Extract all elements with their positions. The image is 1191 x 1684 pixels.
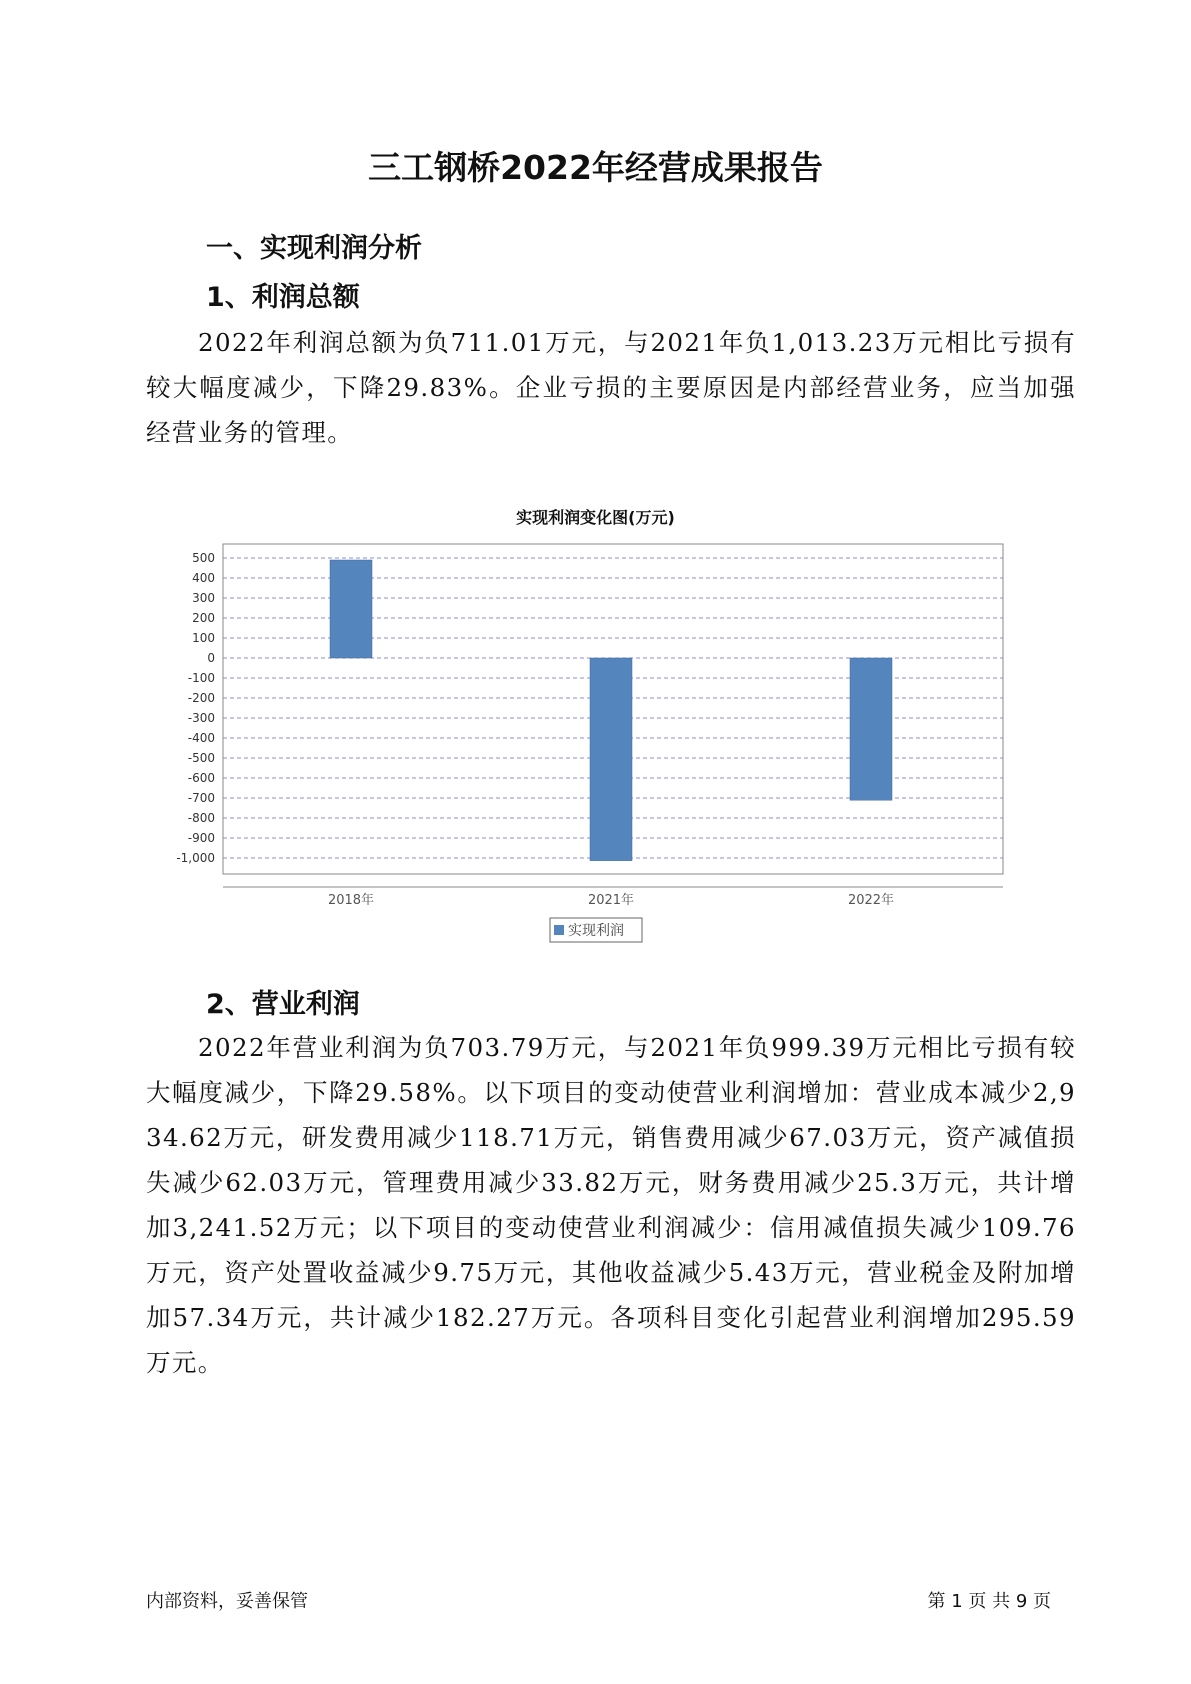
y-tick-label: -100: [187, 671, 215, 685]
legend-label: 实现利润: [568, 923, 624, 939]
subheading-operating-profit: 2、营业利润: [206, 989, 360, 1020]
footer-page-number: 第 1 页 共 9 页: [927, 1591, 1051, 1612]
y-axis-ticks: [176, 551, 215, 865]
y-tick-label: -500: [187, 751, 215, 765]
y-tick-label: -700: [187, 791, 215, 805]
page-title: 三工钢桥2022年经营成果报告: [368, 148, 823, 187]
legend: [550, 918, 642, 942]
y-tick-label: 500: [192, 551, 215, 565]
subheading-total-profit: 1、利润总额: [206, 282, 360, 313]
paragraph-operating-profit: 2022年营业利润为负703.79万元，与2021年负999.39万元相比亏损有较大幅度减少，下降29.58%。以下项目的变动使营业利润增加：营业成本减少2,934.62万元，研发费用减少118.71万元，销售费用减少67.03万元，资产减值损失减少62.03万元，管理费用减少33.82万元，财务费用减少25.3万元，共计增加3,241.52万元；以下项目的变动使营业利润减少：信用减值损失减少109.76万元，资产处置收益减少9.75万元，其他收益减少5.43万元，营业税金及附加增加57.34万元，共计减少182.27万元。各项科目变化引起营业利润增加295.59万元。: [146, 1033, 1076, 1377]
section-heading-profit-analysis: 一、实现利润分析: [206, 233, 422, 264]
y-tick-label: 300: [192, 591, 215, 605]
chart-title: 实现利润变化图(万元): [516, 508, 675, 527]
x-tick-label: 2018年: [327, 893, 375, 908]
legend-swatch: [554, 925, 564, 935]
y-tick-label: 100: [192, 631, 215, 645]
y-tick-label: -600: [187, 771, 215, 785]
x-tick-label: 2021年: [587, 893, 635, 908]
y-tick-label: -800: [187, 811, 215, 825]
y-tick-label: 200: [192, 611, 215, 625]
footer-confidential-note: 内部资料，妥善保管: [146, 1591, 308, 1612]
y-tick-label: 0: [207, 651, 215, 665]
y-tick-label: 400: [192, 571, 215, 585]
bar: [850, 658, 892, 800]
x-tick-label: 2022年: [847, 893, 895, 908]
y-tick-label: -1,000: [176, 851, 215, 865]
y-tick-label: -400: [187, 731, 215, 745]
bar: [330, 560, 372, 658]
y-tick-label: -300: [187, 711, 215, 725]
paragraph-total-profit: 2022年利润总额为负711.01万元，与2021年负1,013.23万元相比亏损有较大幅度减少，下降29.83%。企业亏损的主要原因是内部经营业务，应当加强经营业务的管理。: [146, 328, 1076, 447]
y-tick-label: -900: [187, 831, 215, 845]
x-axis-ticks: [328, 892, 894, 908]
bar: [590, 658, 632, 861]
y-tick-label: -200: [187, 691, 215, 705]
